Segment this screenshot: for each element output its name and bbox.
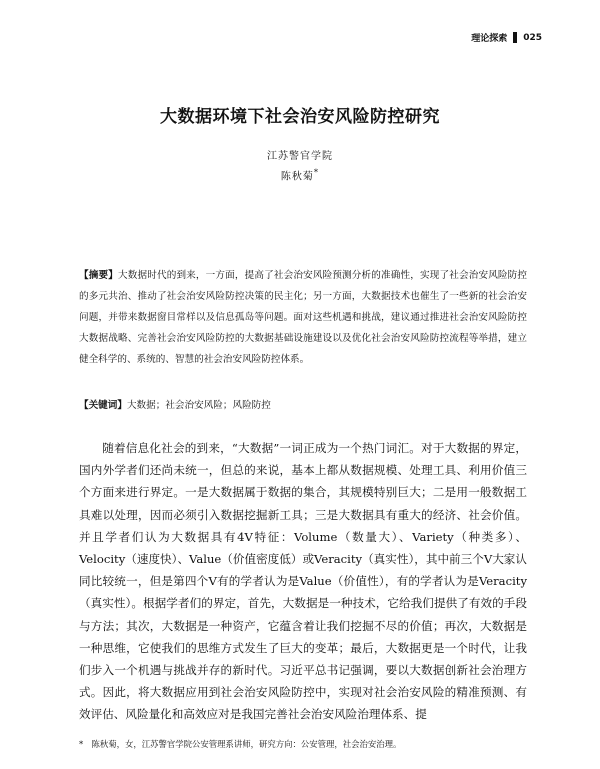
author-line bbox=[0, 167, 600, 182]
page-number: 025 bbox=[523, 32, 542, 43]
keywords-label: 【关键词】 bbox=[79, 400, 127, 411]
abstract-text: 大数据时代的到来，一方面，提高了社会治安风险预测分析的准确性，实现了社会治安风险防控的多元共治、推动了社会治安风险防控决策的民主化；另一方面，大数据技术也催生了一些新的社会治安问题，并带来数据窗目常样以及信息孤岛等问题。面对这些机遇和挑战，建议通过推进社会治安风险防控大数据战略、完善社会治安风险防控的大数据基础设施建设以及优化社会治安风险防控流程等举措，建立健全科学的、系统的、智慧的社会治安风险防控体系。 bbox=[79, 270, 528, 365]
body-paragraph: 随着信息化社会的到来，“大数据”一词正成为一个热门词汇。对于大数据的界定，国内外学者们还尚未统一，但总的来说，基本上都从数据规模、处理工具、利用价值三个方面来进行界定。一是大数据属于数据的集合，其规模特别巨大；二是用一般数据工具难以处理，因而必须引入数据挖掘新工具；三是大数据具有重大的经济、社会价值。并且学者们认为大数据具有4V特征：Volume（数量大）、Variety（种类多）、Velocity（速度快）、Value（价值密度低）或Veracity（真实性），其中前三个V大家认同比较统一，但是第四个V有的学者认为是Value（价值性），有的学者认为是Veracity（真实性）。根据学者们的界定，首先，大数据是一种技术，它给我们提供了有效的手段与方法；其次，大数据是一种资产，它蕴含着让我们挖掘不尽的价值；再次，大数据是一种思维，它使我们的思维方式发生了巨大的变革；最后，大数据更是一个时代，让我们步入一个机遇与挑战并存的新时代。习近平总书记强调，要以大数据创新社会治理方式。因此，将大数据应用到社会治安风险防控中，实现对社会治安风险的精准预测、有效评估、风险量化和高效应对是我国完善社会治安风险治理体系、提 bbox=[79, 441, 527, 722]
abstract-label: 【摘要】 bbox=[79, 270, 118, 281]
section-name: 理论探索 bbox=[471, 34, 508, 44]
keywords bbox=[79, 397, 527, 415]
author-footnote: * 陈秋菊，女，江苏警官学院公安管理系讲师，研究方向：公安管理，社会治安治理。 bbox=[79, 739, 402, 749]
article-title: 大数据环境下社会治安风险防控研究 bbox=[160, 107, 440, 127]
header-divider-bar bbox=[513, 32, 517, 43]
author-name: 陈秋菊 bbox=[280, 171, 314, 183]
keywords-text: 大数据；社会治安风险；风险防控 bbox=[126, 400, 271, 411]
author-affiliation: 江苏警官学院 bbox=[267, 151, 333, 162]
running-header bbox=[471, 31, 542, 44]
author-footnote-mark: * bbox=[313, 167, 320, 177]
abstract bbox=[79, 265, 527, 370]
